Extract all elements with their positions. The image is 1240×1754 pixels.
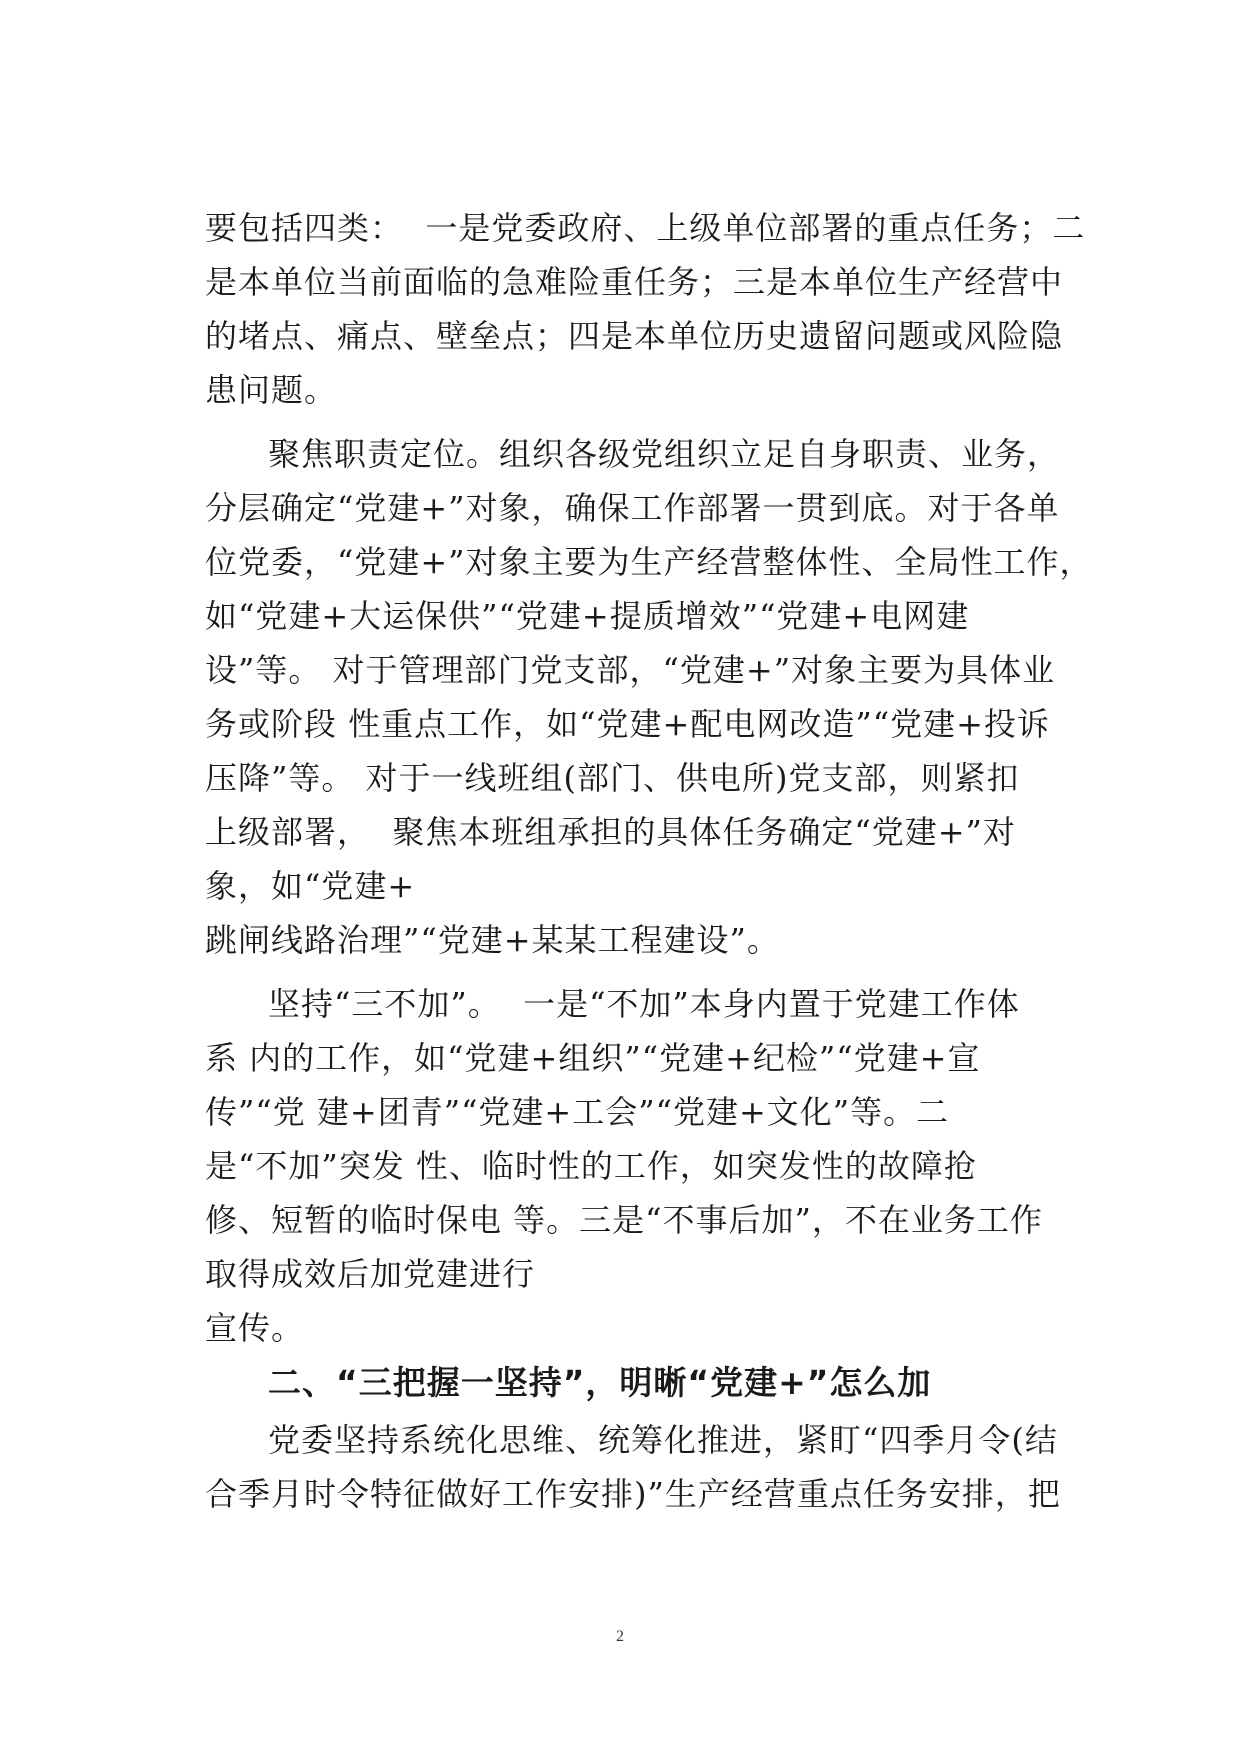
- paragraph-line: 修、短暂的临时保电 等。三是“不事后加”，不在业务工作: [205, 1201, 1043, 1239]
- paragraph-line: 系 内的工作，如“党建+组织”“党建+纪检”“党建+宣: [205, 1039, 981, 1077]
- paragraph-line: 是本单位当前面临的急难险重任务；三是本单位生产经营中: [205, 263, 1064, 301]
- paragraph-line: 象，如“党建+: [205, 867, 416, 905]
- paragraph-line: 务或阶段 性重点工作，如“党建+配电网改造”“党建+投诉: [205, 705, 1050, 743]
- paragraph-line: 合季月时令特征做好工作安排)”生产经营重点任务安排，把: [205, 1475, 1061, 1513]
- section-heading: 二、“三把握一坚持”，明晰“党建+”怎么加: [268, 1363, 932, 1402]
- paragraph-line: 上级部署， 聚焦本班组承担的具体任务确定“党建+”对: [205, 813, 1016, 851]
- paragraph-line: 如“党建+大运保供”“党建+提质增效”“党建+电网建: [205, 597, 970, 635]
- paragraph-line: 传”“党 建+团青”“党建+工会”“党建+文化”等。二: [205, 1093, 950, 1131]
- paragraph-line: 党委坚持系统化思维、统筹化推进，紧盯“四季月令(结: [268, 1421, 1058, 1459]
- paragraph-line: 位党委，“党建+”对象主要为生产经营整体性、全局性工作，: [205, 543, 1093, 581]
- paragraph-line: 坚持“三不加”。 一是“不加”本身内置于党建工作体: [268, 985, 1020, 1023]
- paragraph-line: 分层确定“党建+”对象，确保工作部署一贯到底。对于各单: [205, 489, 1060, 527]
- paragraph-line: 跳闸线路治理”“党建+某某工程建设”。: [205, 921, 780, 959]
- paragraph-line: 取得成效后加党建进行: [205, 1255, 536, 1293]
- paragraph-line: 要包括四类： 一是党委政府、上级单位部署的重点任务；二: [205, 209, 1086, 247]
- paragraph-line: 宣传。: [205, 1309, 305, 1347]
- paragraph-line: 设”等。 对于管理部门党支部，“党建+”对象主要为具体业: [205, 651, 1056, 689]
- paragraph-line: 是“不加”突发 性、临时性的工作，如突发性的故障抢: [205, 1147, 977, 1185]
- paragraph-line: 压降”等。 对于一线班组(部门、供电所)党支部，则紧扣: [205, 759, 1020, 797]
- page-number: 2: [616, 1628, 624, 1645]
- paragraph-line: 的堵点、痛点、壁垒点；四是本单位历史遗留问题或风险隐: [205, 317, 1064, 355]
- paragraph-line: 聚焦职责定位。组织各级党组织立足自身职责、业务，: [268, 435, 1061, 473]
- paragraph-line: 患问题。: [205, 371, 338, 409]
